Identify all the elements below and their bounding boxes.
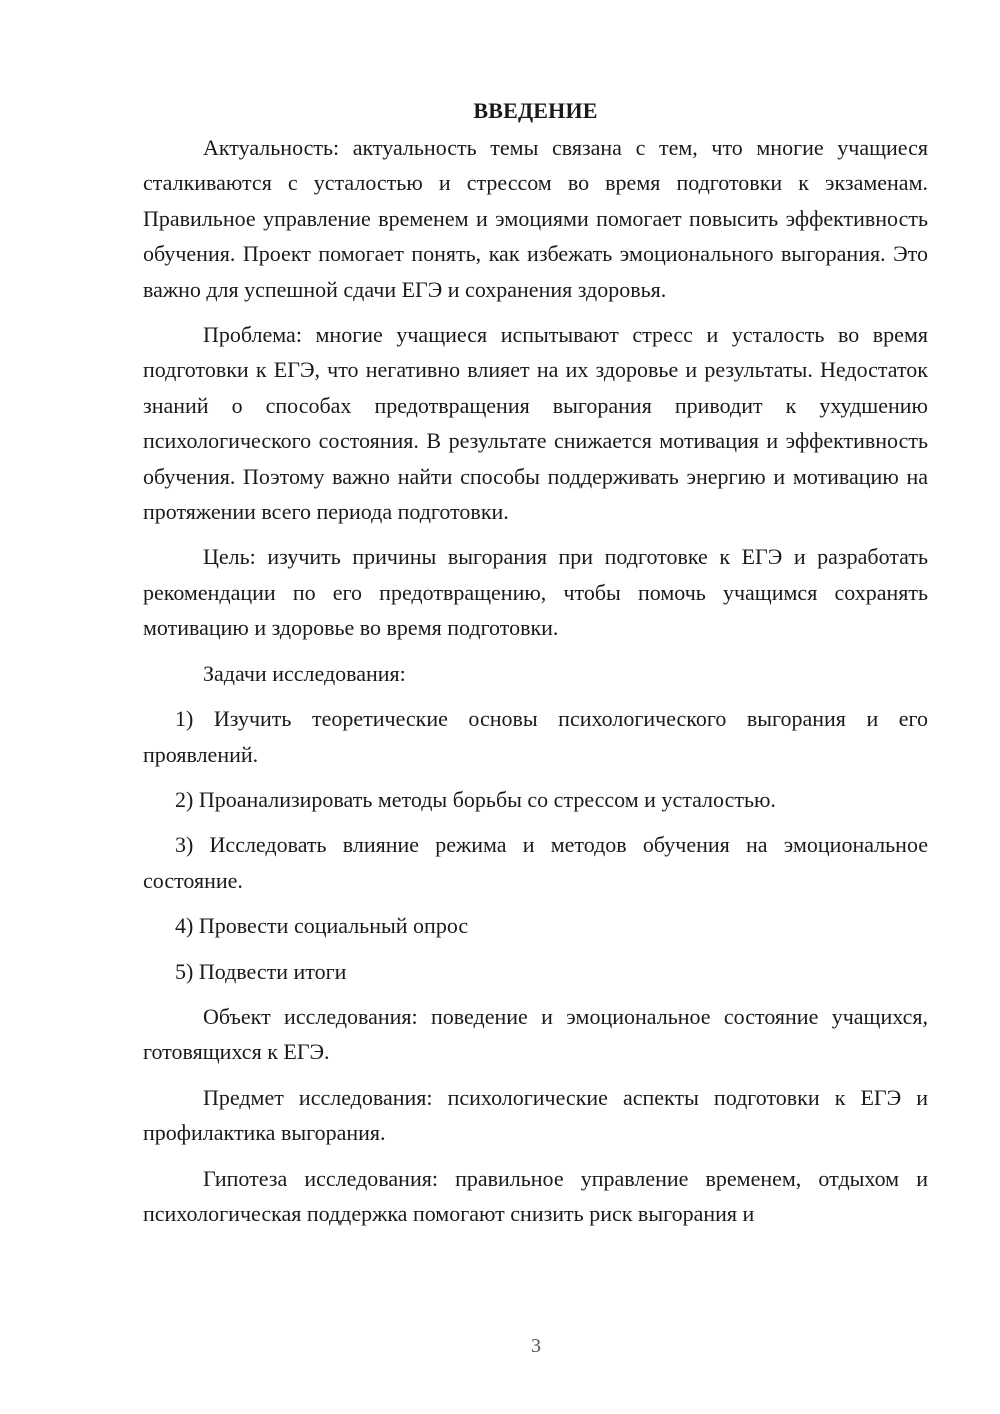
list-item: 2) Проанализировать методы борьбы со стрессом и усталостью.: [175, 786, 776, 812]
page-number: 3: [531, 1335, 541, 1357]
list-item: 4) Провести социальный опрос: [175, 913, 469, 939]
relevance-paragraph: Актуальность: актуальность темы связана с тем, что многие учащиеся сталкиваются с усталостью и стрессом во время подготовки к экзаменам. Правильное управление временем и эмоциями помогает повысить эффективность обучения. Проект помогает понять, как избежать эмоционального выгорания. Это важно для успешной сдачи ЕГЭ и сохранения здоровья.: [143, 135, 928, 302]
document-page: [143, 96, 928, 1231]
list-item: 5) Подвести итоги: [175, 958, 347, 984]
object-paragraph: Объект исследования: поведение и эмоциональное состояние учащихся, готовящихся к ЕГЭ.: [143, 1003, 928, 1065]
list-item: 1) Изучить теоретические основы психологического выгорания и его проявлений.: [143, 706, 928, 767]
list-item: 3) Исследовать влияние режима и методов обучения на эмоциональное состояние.: [143, 832, 928, 893]
subject-paragraph: Предмет исследования: психологические аспекты подготовки к ЕГЭ и профилактика выгорания.: [143, 1084, 928, 1146]
goal-paragraph: Цель: изучить причины выгорания при подготовке к ЕГЭ и разработать рекомендации по его предотвращению, чтобы помочь учащимся сохранять мотивацию и здоровье во время подготовки.: [143, 544, 928, 641]
tasks-list: [143, 701, 928, 989]
section-heading: ВВЕДЕНИЕ: [473, 98, 598, 123]
tasks-title: Задачи исследования:: [203, 660, 406, 686]
hypothesis-paragraph: Гипотеза исследования: правильное управление временем, отдыхом и психологическая поддержка помогают снизить риск выгорания и: [143, 1165, 928, 1226]
problem-paragraph: Проблема: многие учащиеся испытывают стресс и усталость во время подготовки к ЕГЭ, что негативно влияет на их здоровье и результаты. Недостаток знаний о способах предотвращения выгорания приводит к ухудшению психологического состояния. В результате снижается мотивация и эффективность обучения. Поэтому важно найти способы поддерживать энергию и мотивацию на протяжении всего периода подготовки.: [143, 322, 928, 525]
